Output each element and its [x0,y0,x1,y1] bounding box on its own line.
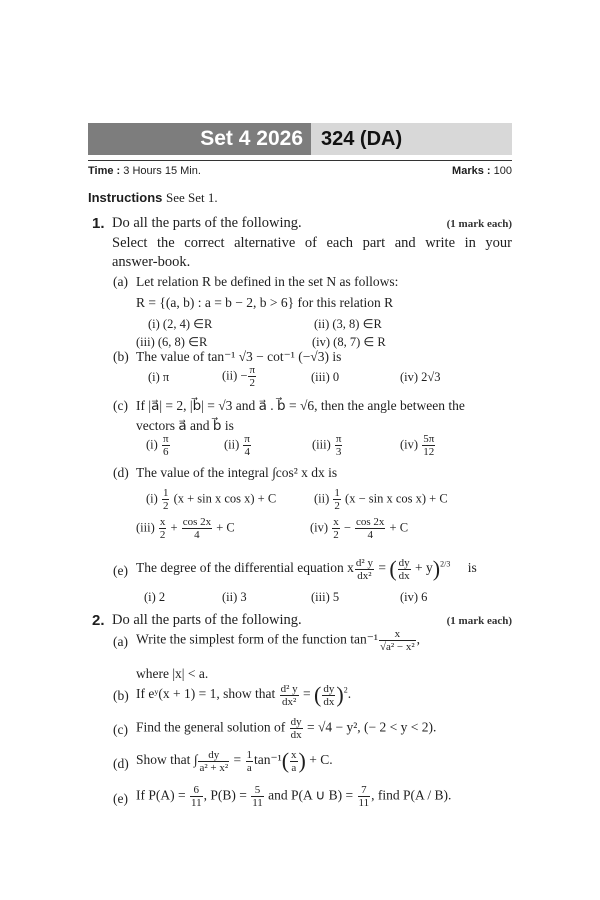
frac-den: 2 [159,529,166,541]
q1e-text: The degree of the differential equation x [136,560,354,576]
q2c-label: (c) [113,722,128,737]
frac-num: 1 [246,748,253,761]
frac-num: d² y [280,682,298,695]
frac-num: cos 2x [356,516,385,528]
frac-den: 11 [190,797,202,809]
marks-value: 100 [493,165,512,177]
q1e-label: (e) [113,563,128,578]
marks-info [452,165,512,177]
frac-num: π [162,433,169,445]
q2-marks: (1 mark each) [446,615,512,627]
q1b-opt2-prefix: (ii) − [222,368,248,383]
q1c-text: If |a⃗| = 2, |b⃗| = √3 and a⃗ . b⃗ = √6, then the angle between the [136,398,465,413]
paren-rest: + y [415,560,433,576]
q1b-opt2 [222,364,257,389]
instructions-label: Instructions [88,190,163,205]
q1-intro-line2: answer-book. [112,254,191,270]
q2c-expr [136,716,436,741]
frac-num: x [159,516,166,528]
q2b-label: (b) [113,688,129,703]
q1d-opt2 [314,487,448,512]
opt-op: + [170,520,178,535]
q1b-opt1: (i) π [148,370,170,384]
opt-op: − [343,520,351,535]
q2a-label: (a) [113,634,128,649]
frac-num: 5 [251,784,264,797]
equals: = [378,560,386,576]
opt-prefix: (i) [146,437,158,452]
opt-prefix: (iii) [312,437,331,452]
frac-num: 1 [334,487,340,499]
equals: = [233,752,242,768]
frac-den: √a² − x² [379,641,415,653]
frac-num: 5π [423,433,435,445]
frac-den: dx² [357,569,372,582]
frac [358,784,371,809]
q1e-opt1: (i) 2 [144,590,166,604]
frac-num: dy [198,749,229,762]
opt-prefix: (ii) [224,437,240,452]
frac-den: 2 [249,377,255,389]
frac [159,516,167,541]
frac-den: 2 [162,500,169,512]
time-label: Time : [88,165,121,177]
q2c-rest: = √4 − y², (− 2 < y < 2). [306,719,437,735]
paren-open: ( [281,748,290,773]
opt-prefix: (iii) [136,520,155,535]
frac [379,628,416,653]
q1b-opt4: (iv) 2√3 [400,370,441,384]
paren-close: ) [298,748,306,773]
frac-den: a [246,761,252,774]
q1-title: Do all the parts of the following. [112,215,302,231]
q1b-opt3: (iii) 0 [311,370,340,384]
q1-marks: (1 mark each) [446,218,512,230]
q1-intro-line1: Select the correct alternative of each part and write in your [112,235,512,251]
frac-num: cos 2x [182,516,212,528]
q1d-opt4 [310,516,408,541]
frac-den: dx² [281,695,297,708]
frac [280,683,299,708]
equals: = [303,686,311,702]
q1c-opt1 [146,433,171,458]
q2e-text2: , P(B) = [203,787,247,803]
frac-den: 4 [367,529,373,541]
q2a-text2: where |x| < a. [136,666,209,681]
paren-close: ) [432,556,441,581]
q1c-opt1-frac [162,433,170,458]
q1a-text: Let relation R be defined in the set N as follows: [136,274,399,289]
q1d-opt1 [146,487,276,512]
period: . [347,686,352,702]
frac-den: dx [323,695,335,708]
frac [182,516,212,541]
frac [190,784,203,809]
q1a-opt4: (iv) (8, 7) ∈ R [312,335,386,349]
q2-title: Do all the parts of the following. [112,612,302,628]
opt-rest: + C [389,520,409,535]
frac-den: dx [398,569,410,582]
frac-den: 6 [162,446,169,458]
frac-num: dy [398,556,410,569]
paper-code: 324 (DA) [311,123,512,155]
frac [162,487,170,512]
frac [251,784,264,809]
frac-den: 4 [194,529,200,541]
q2d-text: Show that ∫ [136,752,198,768]
frac-num: π [249,364,256,376]
opt-prefix: (iv) [400,437,419,452]
frac [290,716,303,741]
q1c-opt2 [224,433,252,458]
frac-num: π [244,433,250,445]
q1c-opt3-frac [335,433,343,458]
paren-open: ( [314,682,322,707]
q1d-label: (d) [113,465,129,480]
frac-num: dy [290,716,302,728]
q1e-opt4: (iv) 6 [400,590,428,604]
q1c-text2: vectors a⃗ and b⃗ is [136,418,234,433]
frac-den: 2 [334,500,340,512]
q1-number: 1. [92,215,105,232]
q2e-text4: , find P(A / B). [371,787,452,803]
frac-num: x [291,748,297,761]
exponent: 2 [343,685,348,695]
comma: , [416,631,421,647]
frac-den: 11 [252,797,263,809]
opt-rest: (x − sin x cos x) + C [345,491,448,506]
instructions-text: See Set 1. [166,190,218,205]
frac-den: dx [290,729,302,741]
tan-inverse: tan⁻¹ [254,752,282,768]
frac-den: 3 [335,446,342,458]
paren-open: ( [389,556,397,581]
paren-close: ) [336,682,344,707]
q2d-rest: + C. [309,752,333,768]
q2e-label: (e) [113,791,128,806]
time-value: 3 Hours 15 Min. [123,165,201,177]
q1b-opt2-frac [248,364,256,389]
frac-den: a [291,761,297,774]
time-info [88,165,201,177]
frac-num: π [335,433,342,445]
q1a-opt1: (i) (2, 4) ∈R [148,317,213,331]
q1c-opt3 [312,433,343,458]
frac-den: 2 [333,529,339,541]
instructions [88,190,218,206]
exponent: 2/3 [440,559,451,569]
frac [355,557,374,582]
frac [332,516,340,541]
q1e-opt3: (iii) 5 [311,590,340,604]
frac-den: a² + x² [199,761,229,774]
set-label: Set 4 2026 [88,123,311,155]
frac-num: x [379,628,416,641]
q2d-label: (d) [113,756,129,771]
q2d-expr [136,748,333,774]
header-divider [88,160,512,161]
frac-num: d² y [355,556,373,569]
frac-num: 1 [162,487,169,499]
q2e-expr [136,784,451,809]
q2-number: 2. [92,612,105,629]
frac [198,749,229,774]
opt-prefix: (ii) [314,491,330,506]
frac [322,683,335,708]
q1c-opt2-frac [243,433,251,458]
q1d-opt3 [136,516,235,541]
frac-den: 11 [358,797,370,809]
frac-num: dy [323,682,335,695]
frac-den: 12 [423,446,435,458]
q2e-text3: and P(A ∪ B) = [268,787,354,803]
q1a-opt3: (iii) (6, 8) ∈R [136,335,208,349]
q2e-text: If P(A) = [136,787,186,803]
q1e-equation [136,556,477,582]
opt-prefix: (i) [146,491,158,506]
opt-rest: (x + sin x cos x) + C [173,491,277,506]
q1e-opt2: (ii) 3 [222,590,247,604]
q1a-opt2: (ii) (3, 8) ∈R [314,317,382,331]
q1b-label: (b) [113,349,129,364]
q1b-text: The value of tan⁻¹ √3 − cot⁻¹ (−√3) is [136,349,342,364]
q2a-expr [136,628,420,653]
marks-label: Marks : [452,165,491,177]
q1d-text: The value of the integral ∫cos² x dx is [136,465,338,480]
frac-den: 4 [244,446,250,458]
q2c-text: Find the general solution of [136,719,286,735]
q1c-opt4 [400,433,436,458]
frac-num: 6 [190,784,203,797]
opt-rest: + C [216,520,235,535]
q2a-text: Write the simplest form of the function tan⁻¹ [136,631,378,647]
frac-num: x [333,516,339,528]
q1a-relation: R = {(a, b) : a = b − 2, b > 6} for this relation R [136,295,394,310]
frac [290,749,298,774]
q1a-label: (a) [113,274,128,289]
q1c-opt4-frac [422,433,435,458]
q2b-expr [136,682,351,708]
frac [398,557,411,582]
frac [333,487,341,512]
q1e-suffix: is [467,560,477,576]
set-banner [88,123,512,155]
frac [246,749,254,774]
q1c-label: (c) [113,398,128,413]
q2b-text: If eʸ(x + 1) = 1, show that [136,686,276,702]
frac [355,516,385,541]
frac-num: 7 [358,784,371,797]
opt-prefix: (iv) [310,520,329,535]
